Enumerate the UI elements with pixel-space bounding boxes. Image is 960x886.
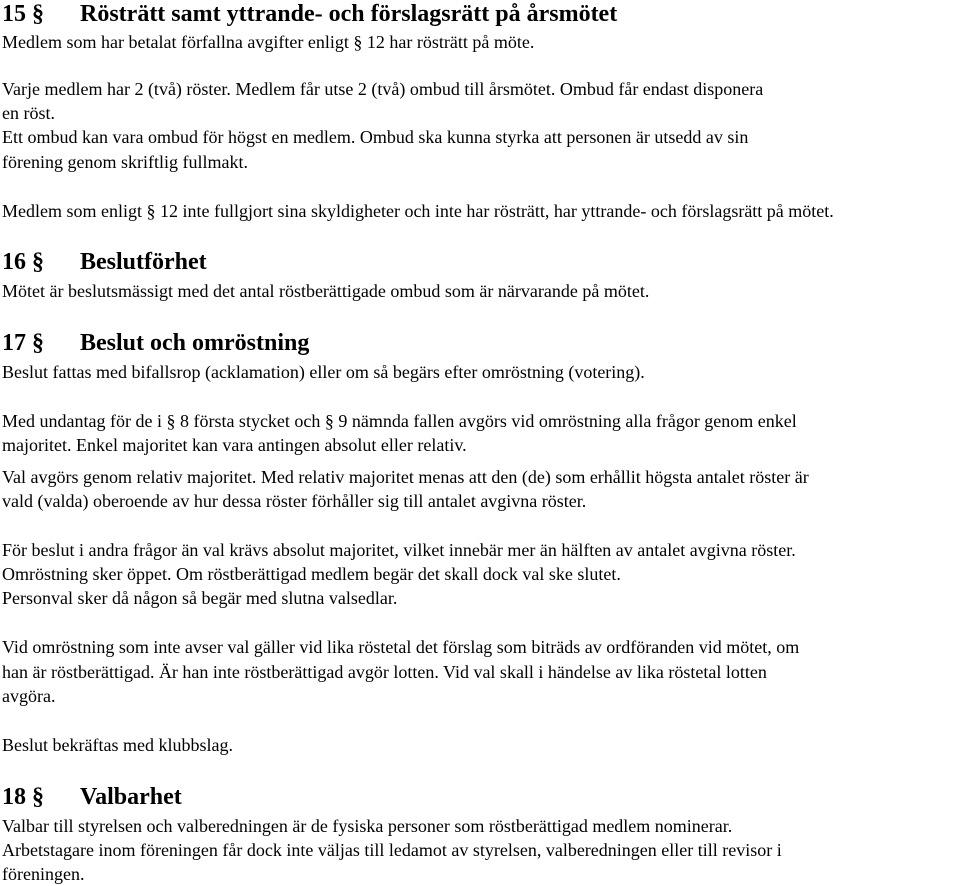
section-number: 18 bbox=[2, 784, 26, 810]
section-title: Beslut och omröstning bbox=[80, 330, 310, 356]
section-title: Valbarhet bbox=[80, 784, 182, 810]
paragraph-line: Val avgörs genom relativ majoritet. Med relativ majoritet menas att den (de) som erhållit högsta antalet röster är bbox=[2, 467, 809, 487]
section-number: 17 bbox=[2, 330, 26, 356]
section-number: 15 bbox=[2, 1, 26, 27]
paragraph-line: vald (valda) oberoende av hur dessa röster förhåller sig till antalet avgivna röster. bbox=[2, 491, 587, 511]
paragraph-line: Personval sker då någon så begär med slutna valsedlar. bbox=[2, 588, 398, 608]
paragraph-line: han är röstberättigad. Är han inte röstberättigad avgör lotten. Vid val skall i händelse av lika röstetal lotten bbox=[2, 662, 767, 682]
paragraph-line: Omröstning sker öppet. Om röstberättigad medlem begär det skall dock val ske slutet. bbox=[2, 564, 621, 584]
paragraph-line: Beslut fattas med bifallsrop (acklamation) eller om så begärs efter omröstning (votering). bbox=[2, 362, 645, 382]
paragraph-line: avgöra. bbox=[2, 686, 56, 706]
paragraph-line: Ett ombud kan vara ombud för högst en medlem. Ombud ska kunna styrka att personen är utsedd av sin bbox=[2, 127, 749, 147]
section-symbol: § bbox=[32, 784, 44, 810]
section-18-heading bbox=[2, 783, 182, 811]
section-17-heading bbox=[2, 329, 309, 357]
section-title: Beslutförhet bbox=[80, 249, 207, 275]
paragraph-line: förening genom skriftlig fullmakt. bbox=[2, 152, 248, 172]
paragraph-line: majoritet. Enkel majoritet kan vara antingen absolut eller relativ. bbox=[2, 435, 467, 455]
section-symbol: § bbox=[32, 330, 44, 356]
paragraph-line: Medlem som har betalat förfallna avgifter enligt § 12 har rösträtt på möte. bbox=[2, 32, 535, 52]
paragraph-line: Arbetstagare inom föreningen får dock inte väljas till ledamot av styrelsen, valberedningen eller till revisor i bbox=[2, 840, 782, 860]
paragraph-line: en röst. bbox=[2, 103, 55, 123]
paragraph-line: För beslut i andra frågor än val krävs absolut majoritet, vilket innebär mer än hälften av antalet avgivna röster. bbox=[2, 540, 796, 560]
section-16-heading bbox=[2, 248, 207, 276]
section-title: Rösträtt samt yttrande- och förslagsrätt på årsmötet bbox=[80, 1, 618, 27]
paragraph-line: Vid omröstning som inte avser val gäller vid lika röstetal det förslag som biträds av ordföranden vid mötet, om bbox=[2, 637, 800, 657]
paragraph-line: föreningen. bbox=[2, 864, 85, 884]
paragraph-line: Beslut bekräftas med klubbslag. bbox=[2, 735, 233, 755]
paragraph-line: Medlem som enligt § 12 inte fullgjort sina skyldigheter och inte har rösträtt, har yttrande- och förslagsrätt på mötet. bbox=[2, 201, 834, 221]
paragraph-line: Varje medlem har 2 (två) röster. Medlem får utse 2 (två) ombud till årsmötet. Ombud får endast disponera bbox=[2, 79, 764, 99]
section-symbol: § bbox=[32, 1, 44, 27]
paragraph-line: Valbar till styrelsen och valberedningen är de fysiska personer som röstberättigad medlem nominerar. bbox=[2, 816, 733, 836]
section-symbol: § bbox=[32, 249, 44, 275]
section-15-heading bbox=[2, 0, 617, 28]
section-number: 16 bbox=[2, 249, 26, 275]
paragraph-line: Mötet är beslutsmässigt med det antal röstberättigade ombud som är närvarande på mötet. bbox=[2, 281, 650, 301]
paragraph-line: Med undantag för de i § 8 första stycket och § 9 nämnda fallen avgörs vid omröstning alla frågor genom enkel bbox=[2, 411, 797, 431]
